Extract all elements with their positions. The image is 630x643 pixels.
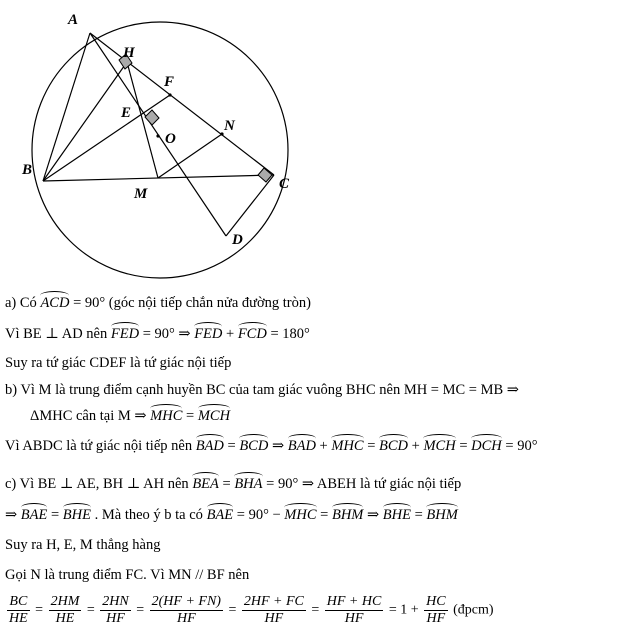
line-b1: b) Vì M là trung điểm cạnh huyền BC của tam giác vuông BHC nên MH = MC = MB ⇒ [5, 382, 519, 398]
label-a: A [68, 12, 79, 28]
point-o [156, 134, 159, 137]
angle-acd: ACD [40, 291, 69, 312]
line-9: Suy ra H, E, M thẳng hàng [5, 537, 161, 553]
fraction-4: $\frac{2(HF + FN)}{HF}$ [151, 594, 221, 626]
segment-bf [43, 95, 170, 181]
segment-ac [90, 33, 274, 175]
segment-cd [226, 175, 274, 236]
label-d: D [232, 232, 243, 248]
fraction-7: $\frac{HC}{HF}$ [426, 594, 446, 626]
line-c1: c) Vì BE ⊥ AE, BH ⊥ AH nên BEA = BHA = 90° ⇒ ABEH là tứ giác nội tiếp [5, 472, 461, 493]
fraction-3: $\frac{2HN}{HF}$ [102, 594, 129, 626]
circle-o [32, 22, 288, 278]
line-a: a) Có ACD = 90° (góc nội tiếp chắn nửa đường tròn) [5, 291, 311, 312]
label-b: B [22, 162, 33, 178]
label-c: C [279, 176, 290, 192]
line-fractions: $\frac{BC}{HE}$ = $\frac{2HM}{HE}$ = $\frac{2HN}{HF}$ = $\frac{2(HF + FN)}{HF}$ = $\frac{2HF + FC}{HF}$ = $\frac{HF + HC}{HF}$ = 1 + $\frac{HC}{HF}$ (đpcm) [9, 594, 494, 626]
fraction-6: $\frac{HF + HC}{HF}$ [326, 594, 382, 626]
label-f: F [164, 74, 175, 90]
line-2: Vì BE ⊥ AD nên FED = 90° ⇒ FED + FCD = 180° [5, 322, 310, 343]
qed-label: (đpcm) [453, 602, 494, 618]
fraction-5: $\frac{2HF + FC}{HF}$ [243, 594, 304, 626]
right-angle-e [145, 110, 159, 125]
label-m: M [134, 186, 148, 202]
line-b2: ΔMHC cân tại M ⇒ MHC = MCH [30, 404, 230, 425]
point-f [168, 93, 171, 96]
segment-ab [43, 33, 90, 181]
segment-bh [43, 62, 127, 181]
label-h: H [123, 45, 135, 61]
line-6: Vì ABDC là tứ giác nội tiếp nên BAD = BCD ⇒ BAD + MHC = BCD + MCH = DCH = 90° [5, 434, 538, 455]
fraction-2: $\frac{2HM}{HE}$ [50, 594, 80, 626]
label-n: N [224, 118, 235, 134]
line-8: ⇒ BAE = BHE . Mà theo ý b ta có BAE = 90° − MHC = BHM ⇒ BHE = BHM [5, 503, 458, 524]
line-10: Gọi N là trung điểm FC. Vì MN // BF nên [5, 567, 250, 583]
geometry-figure [0, 0, 630, 290]
label-o: O [165, 131, 176, 147]
label-e: E [121, 105, 132, 121]
line-3: Suy ra tứ giác CDEF là tứ giác nội tiếp [5, 355, 232, 371]
fraction-1: $\frac{BC}{HE}$ [9, 594, 28, 626]
